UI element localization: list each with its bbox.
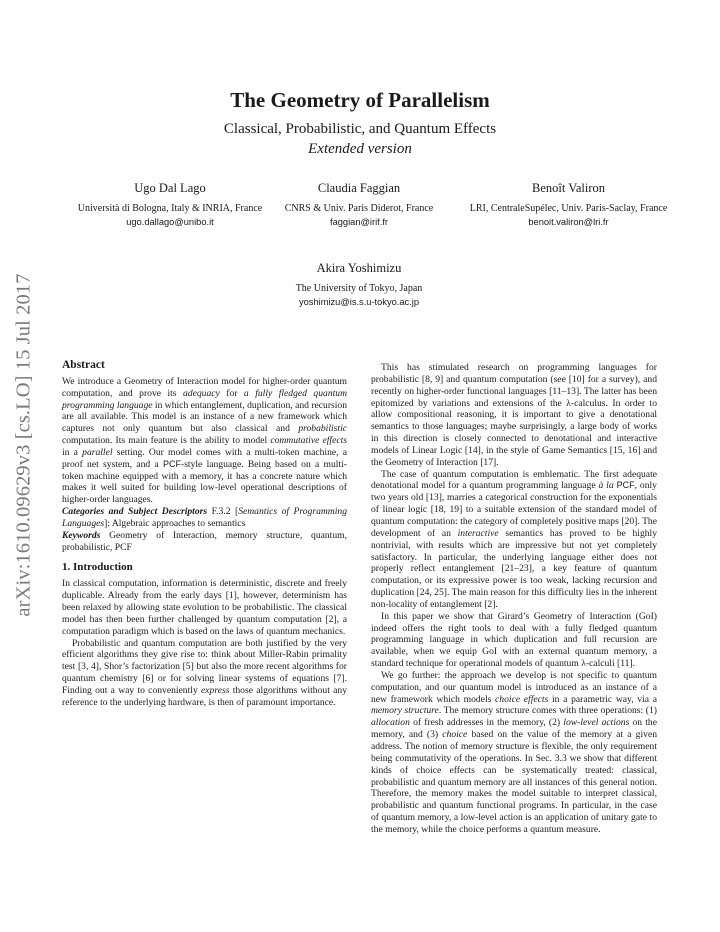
author-block xyxy=(259,261,459,308)
categories-descriptors: Categories and Subject Descriptors F.3.2 [Semantics of Programming Languages]: Algebraic approaches to semantics xyxy=(62,506,347,529)
abstract-heading: Abstract xyxy=(62,359,105,371)
arxiv-stamp xyxy=(4,255,44,635)
author-email: benoit.valiron@lri.fr xyxy=(528,216,609,227)
paper-title: The Geometry of Parallelism xyxy=(230,88,490,112)
author-name: Ugo Dal Lago xyxy=(134,181,206,195)
author-name: Benoît Valiron xyxy=(531,181,606,195)
author-affiliation: The University of Tokyo, Japan xyxy=(295,283,423,294)
arxiv-identifier: arXiv:1610.09629v3 [cs.LO] 15 Jul 2017 xyxy=(12,273,35,617)
body-paragraph: This has stimulated research on programming languages for probabilistic [8, 9] and quantum computation (see [10] for a survey), and recently on higher-order functional languages [11–13]. The latter has been epitomized by variations and extensions of the λ-calculus. In order to allow compositional reasoning, it is important to give a denotational semantics to those languages; maybe surprisingly, a large body of works in this direction is closely connected to denotational and interactive models of Linear Logic [14], in the style of Game Semantics [15, 16] and the Geometry of Interaction [17]. xyxy=(371,362,657,468)
section-heading: 1. Introduction xyxy=(62,560,133,573)
author-email: faggian@irif.fr xyxy=(329,216,388,227)
body-paragraph: In classical computation, information is deterministic, discrete and freely duplicable. Already from the early days [1], however, determinism has been relaxed by allowing state evolution to be probabilistic. The classical model has then been further challenged by quantum computation [2], a computation paradigm which is based on the laws of quantum mechanics. xyxy=(62,578,347,637)
paper-version: Extended version xyxy=(308,141,412,157)
author-block xyxy=(259,181,459,228)
author-name: Akira Yoshimizu xyxy=(316,261,402,275)
author-affiliation: Università di Bologna, Italy & INRIA, France xyxy=(77,203,263,214)
author-affiliation: CNRS & Univ. Paris Diderot, France xyxy=(284,203,434,214)
author-affiliation: LRI, CentraleSupélec, Univ. Paris-Saclay, France xyxy=(469,203,668,214)
keywords: Keywords Geometry of Interaction, memory structure, quantum, probabilistic, PCF xyxy=(62,529,347,553)
author-block xyxy=(466,181,671,228)
body-paragraph: We go further: the approach we develop is not specific to quantum computation, and our quantum model is introduced as an instance of a new framework which models choice effects in a parametric way, via a memory structure. The memory structure comes with three operations: (1) allocation of fresh addresses in the memory, (2) low-level actions on the memory, and (3) choice based on the value of the memory at a given address. The notion of memory structure is flexible, the only requirement being commutativity of the operations. In Sec. 3.3 we show that different kinds of choice effects can be systematically treated: classical, probabilistic and quantum memory are all instances of this general notion. Therefore, the memory makes the model suitable to interpret classical, probabilistic and quantum functional programs. In particular, in the case of quantum memory, a low-level action is an application of unitary gate to the memory, while the choice performs a quantum measure. xyxy=(371,669,657,835)
paper-subtitle: Classical, Probabilistic, and Quantum Effects xyxy=(223,121,497,137)
author-email: yoshimizu@is.s.u-tokyo.ac.jp xyxy=(298,296,419,307)
body-paragraph: Probabilistic and quantum computation are both justified by the very efficient algorithms they give rise to: think about Miller-Rabin primality test [3, 4], Shor’s factorization [5] but also the more recent algorithms for quantum chemistry [6] or for solving linear systems of equations [7]. Finding out a way to conveniently express those algorithms without any reference to the underlying hardware, is then of paramount importance. xyxy=(62,637,347,708)
left-column xyxy=(62,360,347,709)
abstract-paragraph: We introduce a Geometry of Interaction model for higher-order quantum computation, and prove its adequacy for a fully fledged quantum programming language in which entanglement, duplication, and recursion are all available. This model is an instance of a new framework which captures not only quantum but also classical and probabilistic computation. Its main feature is the ability to model commutative effects in a parallel setting. Our model comes with a multi-token machine, a proof net system, and a PCF-style language. Being based on a multi-token machine equipped with a memory, it has a concrete nature which makes it well suited for building low-level operational descriptions of higher-order languages. xyxy=(62,375,348,506)
author-email: ugo.dallago@unibo.it xyxy=(126,216,214,227)
body-paragraph: In this paper we show that Girard’s Geometry of Interaction (GoI) indeed offers the right tools to deal with a fully fledged quantum programming language in which duplication and full recursion are available, when we equip GoI with an external quantum memory, a standard technique for operational models of quantum λ-calculi [11]. xyxy=(371,610,657,670)
body-paragraph: The case of quantum computation is emblematic. The first adequate denotational model for a quantum programming language à la PCF, only two years old [13], marries a categorical construction for the exponentials of linear logic [18, 19] to a suitable extension of the standard model of quantum computation: the category of completely positive maps [20]. The development of an interactive semantics has proved to be highly nontrivial, with results which are impressive but not yet completely satisfactory. In particular, the underlying language either does not properly reflect entanglement [21–23], a key feature of quantum computation, or its expressive power is too weak, lacking recursion and duplication [24, 25]. The main reason for this difficulty lies in the inherent non-locality of entanglement [2]. xyxy=(371,468,657,610)
author-name: Claudia Faggian xyxy=(317,181,401,195)
right-column xyxy=(371,362,657,836)
author-block xyxy=(70,181,270,228)
